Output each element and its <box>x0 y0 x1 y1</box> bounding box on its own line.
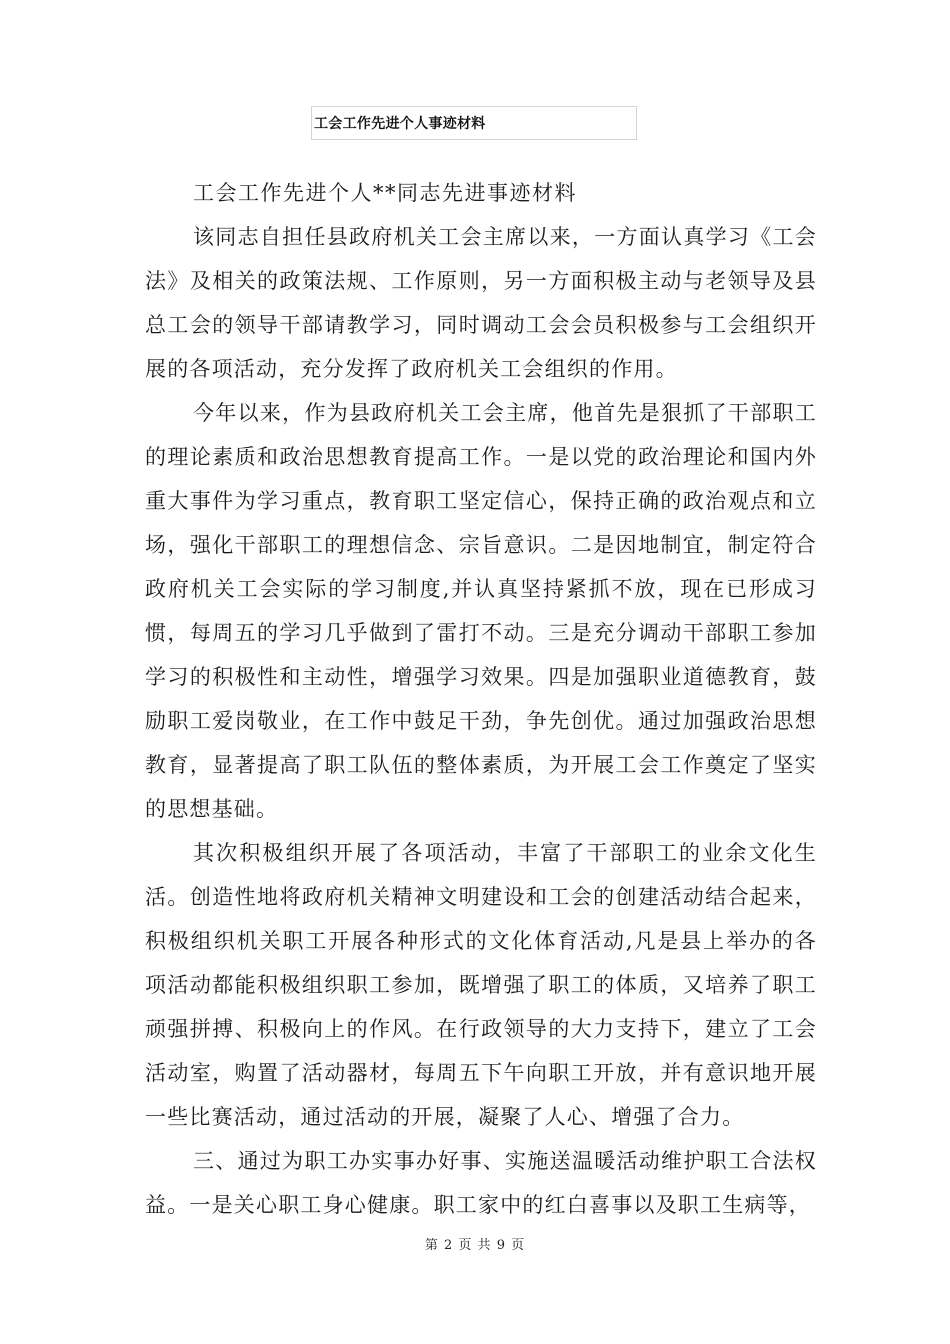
paragraph-line: 该同志自担任县政府机关工会主席以来，一方面认真学习《工会 <box>193 225 817 249</box>
page-number: 第 2 页 共 9 页 <box>424 1238 526 1253</box>
paragraph-line: 今年以来，作为县政府机关工会主席，他首先是狠抓了干部职工 <box>193 401 817 425</box>
paragraph-line: 三、通过为职工办实事办好事、实施送温暖活动维护职工合法权 <box>193 1149 817 1173</box>
paragraph-line: 积极组织机关职工开展各种形式的文化体育活动,凡是县上举办的各 <box>145 929 817 953</box>
paragraph-line: 重大事件为学习重点，教育职工坚定信心，保持正确的政治观点和立 <box>145 489 817 513</box>
header-title: 工会工作先进个人事迹材料 <box>314 116 486 132</box>
paragraph-line: 法》及相关的政策法规、工作原则，另一方面积极主动与老领导及县 <box>145 269 817 293</box>
paragraph-line: 的思想基础。 <box>145 797 279 821</box>
paragraph-line: 顽强拼搏、积极向上的作风。在行政领导的大力支持下，建立了工会 <box>145 1017 817 1041</box>
paragraph-line: 活动室，购置了活动器材，每周五下午向职工开放，并有意识地开展 <box>145 1061 817 1085</box>
paragraph-line: 项活动都能积极组织职工参加，既增强了职工的体质，又培养了职工 <box>145 973 817 997</box>
paragraph-line: 益。一是关心职工身心健康。职工家中的红白喜事以及职工生病等， <box>145 1193 811 1217</box>
paragraph-list <box>145 215 817 1227</box>
paragraph <box>145 215 817 391</box>
paragraph-line: 活。创造性地将政府机关精神文明建设和工会的创建活动结合起来， <box>145 885 817 909</box>
paragraph-line: 学习的积极性和主动性，增强学习效果。四是加强职业道德教育，鼓 <box>145 665 817 689</box>
document-header <box>311 106 637 140</box>
document-title: 工会工作先进个人**同志先进事迹材料 <box>193 181 577 205</box>
paragraph-line: 总工会的领导干部请教学习，同时调动工会会员积极参与工会组织开 <box>145 313 817 337</box>
paragraph <box>145 1139 817 1227</box>
paragraph-line: 教育，显著提高了职工队伍的整体素质，为开展工会工作奠定了坚实 <box>145 753 817 777</box>
paragraph-line: 场，强化干部职工的理想信念、宗旨意识。二是因地制宜，制定符合 <box>145 533 817 557</box>
paragraph <box>145 391 817 831</box>
paragraph-line: 政府机关工会实际的学习制度,并认真坚持紧抓不放，现在已形成习 <box>145 577 817 601</box>
paragraph-line: 的理论素质和政治思想教育提高工作。一是以党的政治理论和国内外 <box>145 445 817 469</box>
paragraph-line: 其次积极组织开展了各项活动，丰富了干部职工的业余文化生 <box>193 841 817 865</box>
document-body <box>145 171 817 1227</box>
paragraph <box>145 831 817 1139</box>
paragraph-line: 一些比赛活动，通过活动的开展，凝聚了人心、增强了合力。 <box>145 1105 745 1129</box>
paragraph-line: 惯，每周五的学习几乎做到了雷打不动。三是充分调动干部职工参加 <box>145 621 817 645</box>
paragraph-line: 励职工爱岗敬业，在工作中鼓足干劲，争先创优。通过加强政治思想 <box>145 709 817 733</box>
paragraph-line: 展的各项活动，充分发挥了政府机关工会组织的作用。 <box>145 357 678 381</box>
